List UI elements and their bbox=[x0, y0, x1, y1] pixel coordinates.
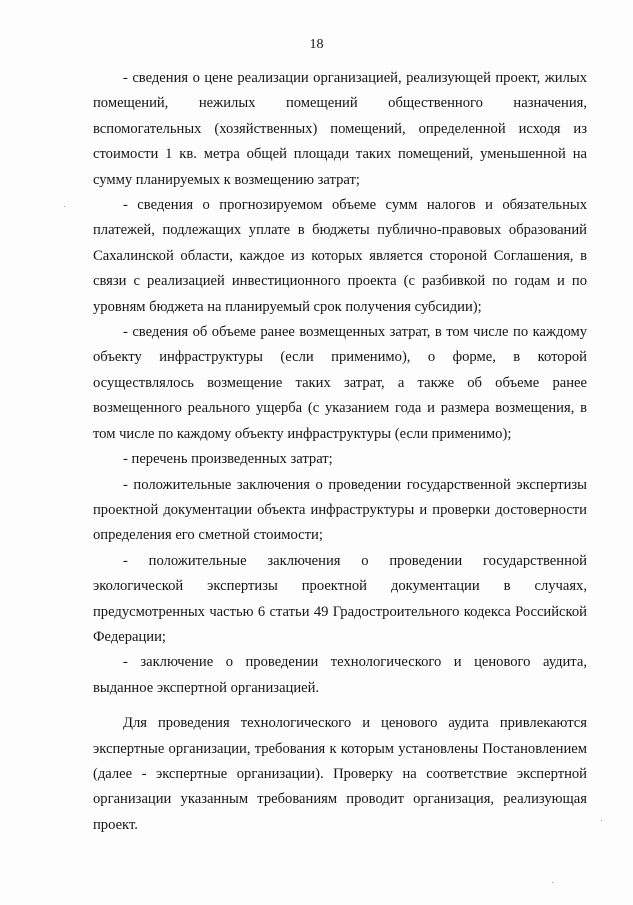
paragraph-cost-list: - перечень произведенных затрат; bbox=[123, 451, 333, 468]
scan-speck bbox=[601, 820, 602, 821]
paragraph-state-expertise: - положительные заключения о проведении государственной экспертизы проектной документации объекта инфраструктуры и проверки достоверности определения его сметной стоимости; bbox=[93, 476, 587, 544]
paragraph-ecological-expertise: - положительные заключения о проведении государственной экологической экспертизы проектной документации в случаях, предусмотренных частью 6 статьи 49 Градостроительного кодекса Российской Федерации; bbox=[93, 552, 587, 645]
page-number: 18 bbox=[309, 37, 324, 52]
paragraph-reimbursed-costs: - сведения об объеме ранее возмещенных затрат, в том числе по каждому объекту инфраструктуры (если применимо), о форме, в которой осуществлялось возмещение таких затрат, а также об объеме ранее возмещенного реального ущерба (с указанием года и размера возмещения, в том числе по каждому объекту инфраструктуры (если применимо); bbox=[93, 324, 587, 442]
document-body bbox=[93, 66, 587, 838]
paragraph-price-info: - сведения о цене реализации организацией, реализующей проект, жилых помещений, нежилых помещений общественного назначения, вспомогательных (хозяйственных) помещений, определенной исходя из стоимости 1 кв. метра общей площади таких помещений, уменьшенной на сумму планируемых к возмещению затрат; bbox=[93, 70, 587, 188]
scan-speck bbox=[64, 206, 65, 207]
paragraph-tax-forecast: - сведения о прогнозируемом объеме сумм налогов и обязательных платежей, подлежащих уплате в бюджеты публично-правовых образований Сахалинской области, каждое из которых является стороной Соглашения, в связи с реализацией инвестиционного проекта (с разбивкой по годам и по уровням бюджета на планируемый срок получения субсидии); bbox=[93, 197, 587, 315]
scan-speck bbox=[552, 882, 553, 883]
paragraph-audit-organizations: Для проведения технологического и ценового аудита привлекаются экспертные организации, требования к которым установлены Постановлением (далее - экспертные организации). Проверку на соответствие экспертной организации указанным требованиям проводит организация, реализующая проект. bbox=[93, 715, 587, 833]
paragraph-audit-conclusion: - заключение о проведении технологического и ценового аудита, выданное экспертной организацией. bbox=[93, 654, 587, 696]
